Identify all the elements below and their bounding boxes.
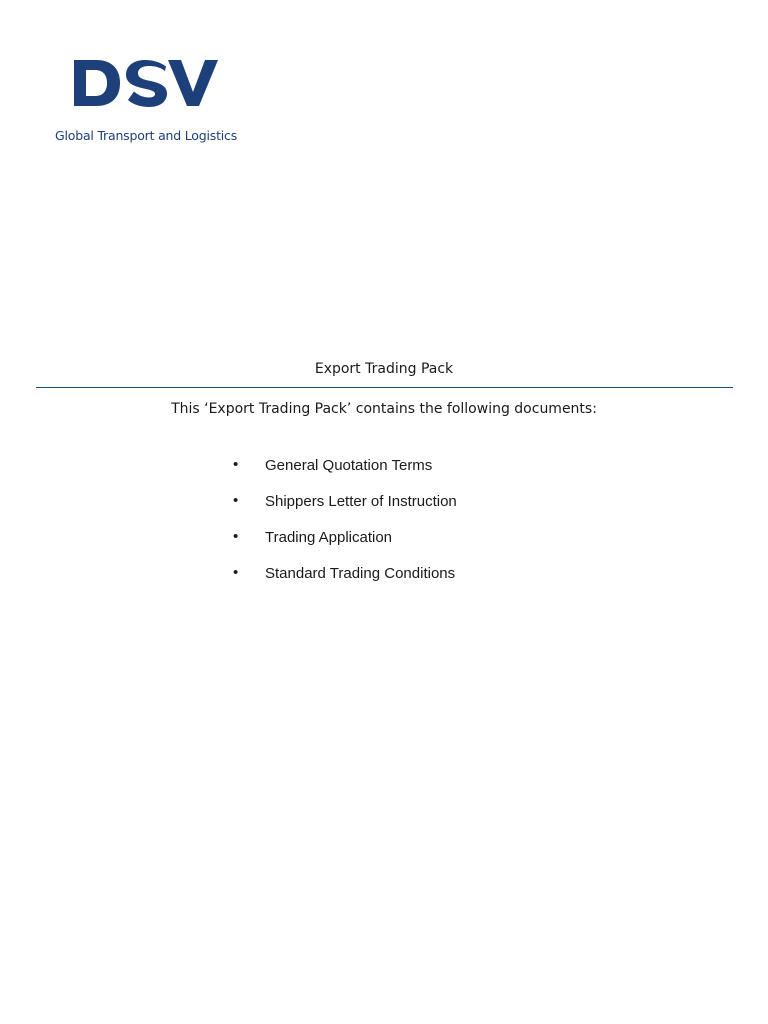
- list-item-label: Shippers Letter of Instruction: [265, 493, 457, 510]
- dsv-logo: [52, 56, 252, 156]
- dsv-wordmark-logo: [72, 58, 222, 108]
- list-item-label: Trading Application: [265, 529, 393, 546]
- list-item-label: General Quotation Terms: [265, 457, 433, 474]
- title-divider: [36, 387, 733, 388]
- list-item-label: Standard Trading Conditions: [265, 565, 456, 582]
- document-title: Export Trading Pack: [314, 361, 454, 377]
- logo-tagline: Global Transport and Logistics: [55, 128, 238, 143]
- bullet-icon: •: [233, 528, 239, 545]
- bullet-icon: •: [233, 456, 239, 473]
- bullet-icon: •: [233, 564, 239, 581]
- intro-text: This ‘Export Trading Pack’ contains the following documents:: [171, 401, 597, 417]
- bullet-icon: •: [233, 492, 239, 509]
